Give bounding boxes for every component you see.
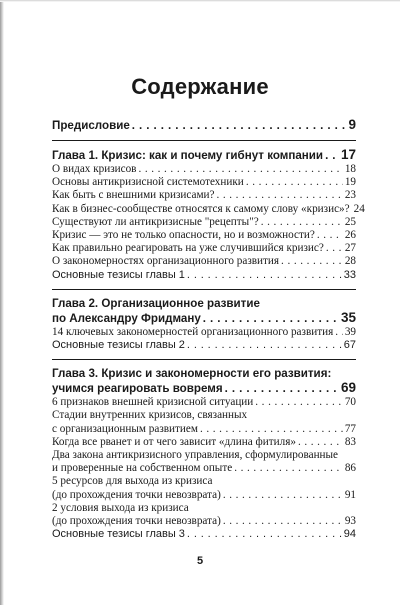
toc-entry-page: 25 <box>344 215 356 228</box>
toc-entry-page: 27 <box>344 242 356 255</box>
toc-entry-line[interactable]: 2 условия выхода из кризиса <box>52 501 189 514</box>
dot-leader <box>326 242 343 255</box>
toc-entry-label: 14 ключевых закономерностей организационного развития <box>52 325 334 338</box>
toc-entry-line[interactable]: Два закона антикризисного управления, сформулированные <box>52 449 339 462</box>
toc-entry-page: 91 <box>344 488 356 501</box>
toc-entry-page: 26 <box>344 229 356 242</box>
toc-entry[interactable] <box>52 326 356 339</box>
toc-entry[interactable] <box>52 423 356 436</box>
toc-entry-label: Как правильно реагировать на уже случившийся кризис? <box>52 242 324 255</box>
toc-entry-page: 19 <box>344 176 356 189</box>
dot-leader <box>317 229 343 242</box>
toc-entry-line[interactable]: Стадии внутренних кризисов, связанных <box>52 409 248 422</box>
toc-section-preface <box>52 118 356 140</box>
toc-entry-thesis[interactable] <box>52 528 356 541</box>
toc-entry-thesis[interactable] <box>52 269 356 282</box>
toc-entry[interactable] <box>52 436 356 449</box>
toc-entry-label: по Александру Фридману <box>52 311 201 325</box>
toc-entry-preface[interactable] <box>52 118 356 133</box>
toc-entry-page: 23 <box>344 189 356 202</box>
toc-entry-label: 6 признаков внешней кризисной ситуации <box>52 396 254 409</box>
page-top-shadow <box>0 0 400 2</box>
toc-entry-page: 28 <box>344 255 356 268</box>
toc-entry-label: с организационным развитием <box>52 422 198 435</box>
toc-chapter-heading[interactable] <box>52 311 356 326</box>
toc-entry-label: Основы антикризисной системотехники <box>52 176 244 189</box>
toc-entry-label: (до прохождения точки невозврата) <box>52 488 221 501</box>
toc-entry[interactable] <box>52 216 356 229</box>
toc-entry-page: 67 <box>343 339 356 352</box>
dot-leader <box>298 436 343 449</box>
toc-entry-label: Когда все рванет и от чего зависит «длина фитиля» <box>52 435 296 448</box>
toc-entry-page: 35 <box>340 309 356 325</box>
toc-entry[interactable] <box>52 163 356 176</box>
toc-entry-label: О видах кризисов <box>52 163 137 175</box>
dot-leader <box>216 189 342 202</box>
dot-leader <box>223 515 343 528</box>
toc-entry-label: Основные тезисы главы 2 <box>52 339 185 352</box>
toc-entry-page: 24 <box>353 202 365 215</box>
toc-section-chapter-1 <box>52 140 365 289</box>
dot-leader <box>335 326 343 339</box>
toc-entry[interactable] <box>52 515 356 528</box>
toc-entry[interactable] <box>52 176 356 189</box>
toc-entry-page: 94 <box>343 528 356 541</box>
toc-entry[interactable] <box>52 396 356 409</box>
dot-leader <box>200 423 343 436</box>
toc-entry-page: 69 <box>340 380 356 396</box>
toc-entry-label: Глава 1. Кризис: как и почему гибнут компании <box>52 149 324 162</box>
toc-entry-label: Кризис — это не только опасности, но и возможности? <box>52 229 315 242</box>
toc-entry-page: 18 <box>344 163 356 175</box>
dot-leader <box>246 176 343 189</box>
toc-entry[interactable] <box>52 229 356 242</box>
toc-entry[interactable] <box>52 242 356 255</box>
toc-entry-page: 9 <box>348 117 356 132</box>
dot-leader <box>325 149 339 163</box>
toc-entry[interactable] <box>52 489 356 502</box>
dot-leader <box>223 489 343 502</box>
dot-leader <box>261 216 343 229</box>
toc-entry[interactable] <box>52 202 365 216</box>
toc-chapter-heading[interactable] <box>52 148 356 163</box>
toc-entry-page: 39 <box>344 325 356 338</box>
toc-entry-label: Существуют ли антикризисные "рецепты"? <box>52 215 259 228</box>
dot-leader <box>281 255 343 268</box>
toc-entry-thesis[interactable] <box>52 339 356 352</box>
toc-section-chapter-3 <box>52 359 356 541</box>
dot-leader <box>187 528 342 541</box>
toc-entry-label: учимся реагировать вовремя <box>52 382 223 396</box>
toc-entry-line[interactable]: 5 ресурсов для выхода из кризиса <box>52 475 213 488</box>
page-number: 5 <box>196 555 204 567</box>
dot-leader <box>132 119 347 133</box>
dot-leader <box>187 269 342 282</box>
toc-entry-page: 83 <box>344 435 356 448</box>
toc-chapter-heading-line[interactable]: Глава 3. Кризис и закономерности его развития: <box>52 367 332 381</box>
toc-entry[interactable] <box>52 189 356 202</box>
toc-chapter-heading-line[interactable]: Глава 2. Организационное развитие <box>52 296 260 310</box>
toc-entry-label: О закономерностях организационного развития <box>52 255 280 268</box>
toc-chapter-heading[interactable] <box>52 381 356 396</box>
toc-entry-label: Как быть с внешними кризисами? <box>52 189 215 202</box>
toc-entry-page: 77 <box>344 422 356 435</box>
dot-leader <box>234 462 343 475</box>
toc-entry-page: 86 <box>344 462 356 475</box>
toc-entry-label: Предисловие <box>52 119 130 132</box>
table-of-contents <box>52 117 365 541</box>
dot-leader <box>203 312 339 326</box>
toc-entry-page: 70 <box>344 396 356 409</box>
toc-entry[interactable] <box>52 255 356 268</box>
toc-entry-page: 93 <box>344 515 356 528</box>
dot-leader <box>187 339 342 352</box>
dot-leader <box>138 163 342 176</box>
page-title: Содержание <box>131 74 269 99</box>
toc-entry-page: 33 <box>343 268 356 281</box>
dot-leader <box>225 382 339 396</box>
toc-entry-label: Основные тезисы главы 1 <box>52 268 185 281</box>
toc-entry-label: Как в бизнес-сообществе относятся к самому слову «кризис»? <box>52 202 350 215</box>
toc-entry-label: (до прохождения точки невозврата) <box>52 515 221 528</box>
toc-entry-label: Основные тезисы главы 3 <box>52 528 185 541</box>
toc-entry-label: и проверенные на собственном опыте <box>52 462 233 475</box>
toc-entry-page: 17 <box>340 147 356 162</box>
toc-section-chapter-2 <box>52 289 356 359</box>
toc-entry[interactable] <box>52 462 356 475</box>
dot-leader <box>255 396 343 409</box>
